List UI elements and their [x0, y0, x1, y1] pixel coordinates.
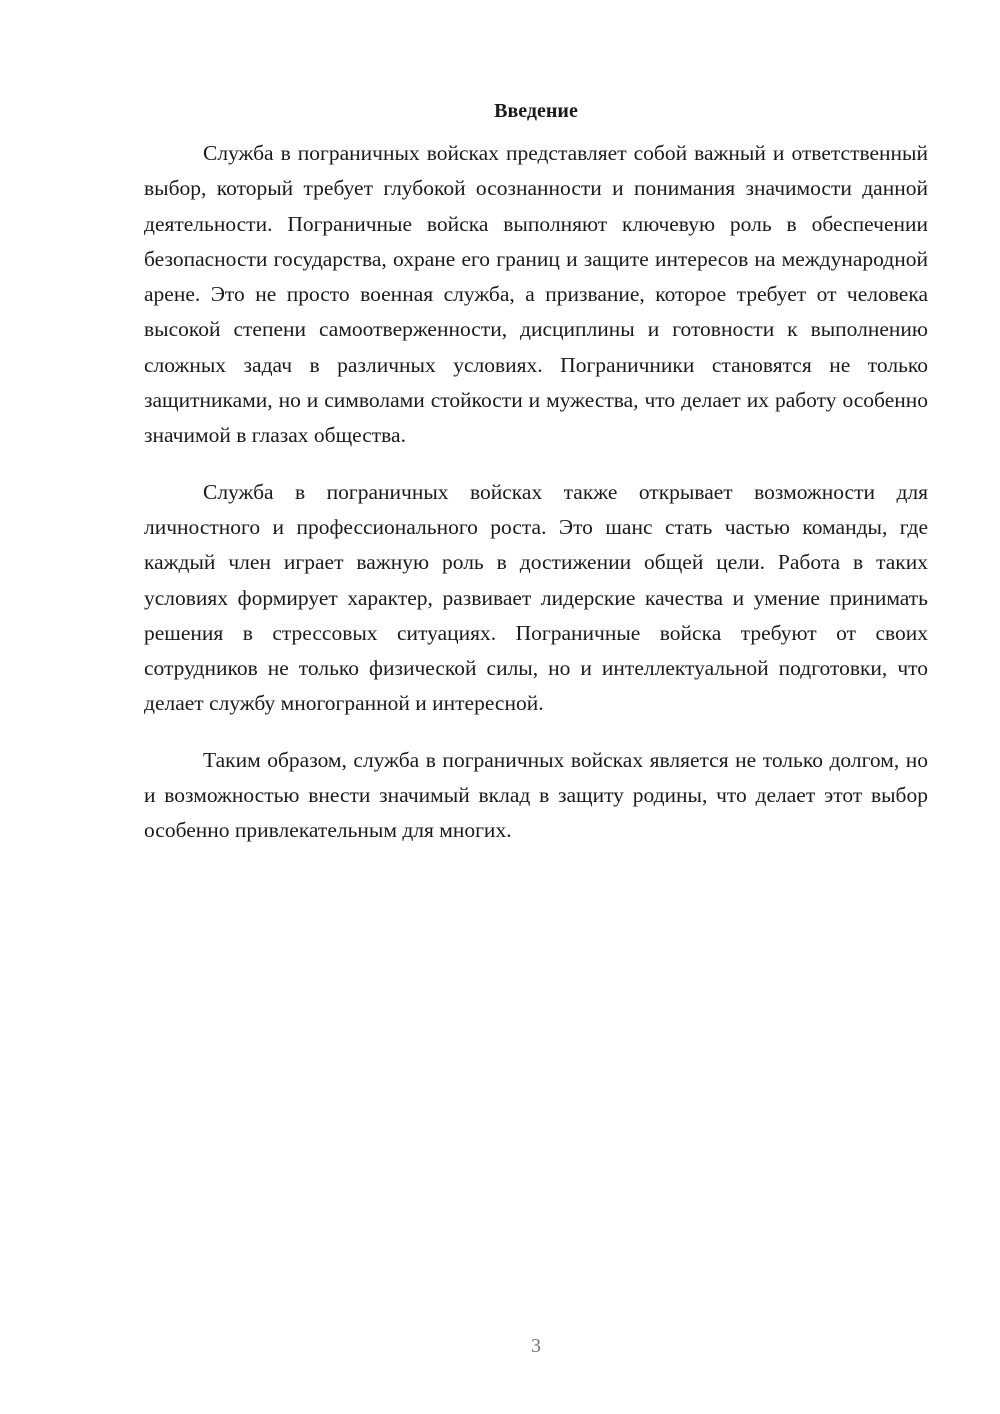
paragraph-3: Таким образом, служба в пограничных войсках является не только долгом, но и возможностью внести значимый вклад в защиту родины, что делает этот выбор особенно привлекательным для многих. — [144, 747, 928, 843]
page-number: 3 — [531, 1335, 541, 1357]
section-heading: Введение — [494, 100, 578, 122]
paragraph-2: Служба в пограничных войсках также открывает возможности для личностного и профессионального роста. Это шанс стать частью команды, где каждый член играет важную роль в достижении общей цели. Работа в таких условиях формирует характер, развивает лидерские качества и умение принимать решения в стрессовых ситуациях. Пограничные войска требуют от своих сотрудников не только физической силы, но и интеллектуальной подготовки, что делает службу многогранной и интересной. — [144, 479, 928, 716]
page-content — [144, 96, 928, 870]
paragraph-1: Служба в пограничных войсках представляет собой важный и ответственный выбор, который требует глубокой осознанности и понимания значимости данной деятельности. Пограничные войска выполняют ключевую роль в обеспечении безопасности государства, охране его границ и защите интересов на международной арене. Это не просто военная служба, а призвание, которое требует от человека высокой степени самоотверженности, дисциплины и готовности к выполнению сложных задач в различных условиях. Пограничники становятся не только защитниками, но и символами стойкости и мужества, что делает их работу особенно значимой в глазах общества. — [144, 141, 928, 448]
